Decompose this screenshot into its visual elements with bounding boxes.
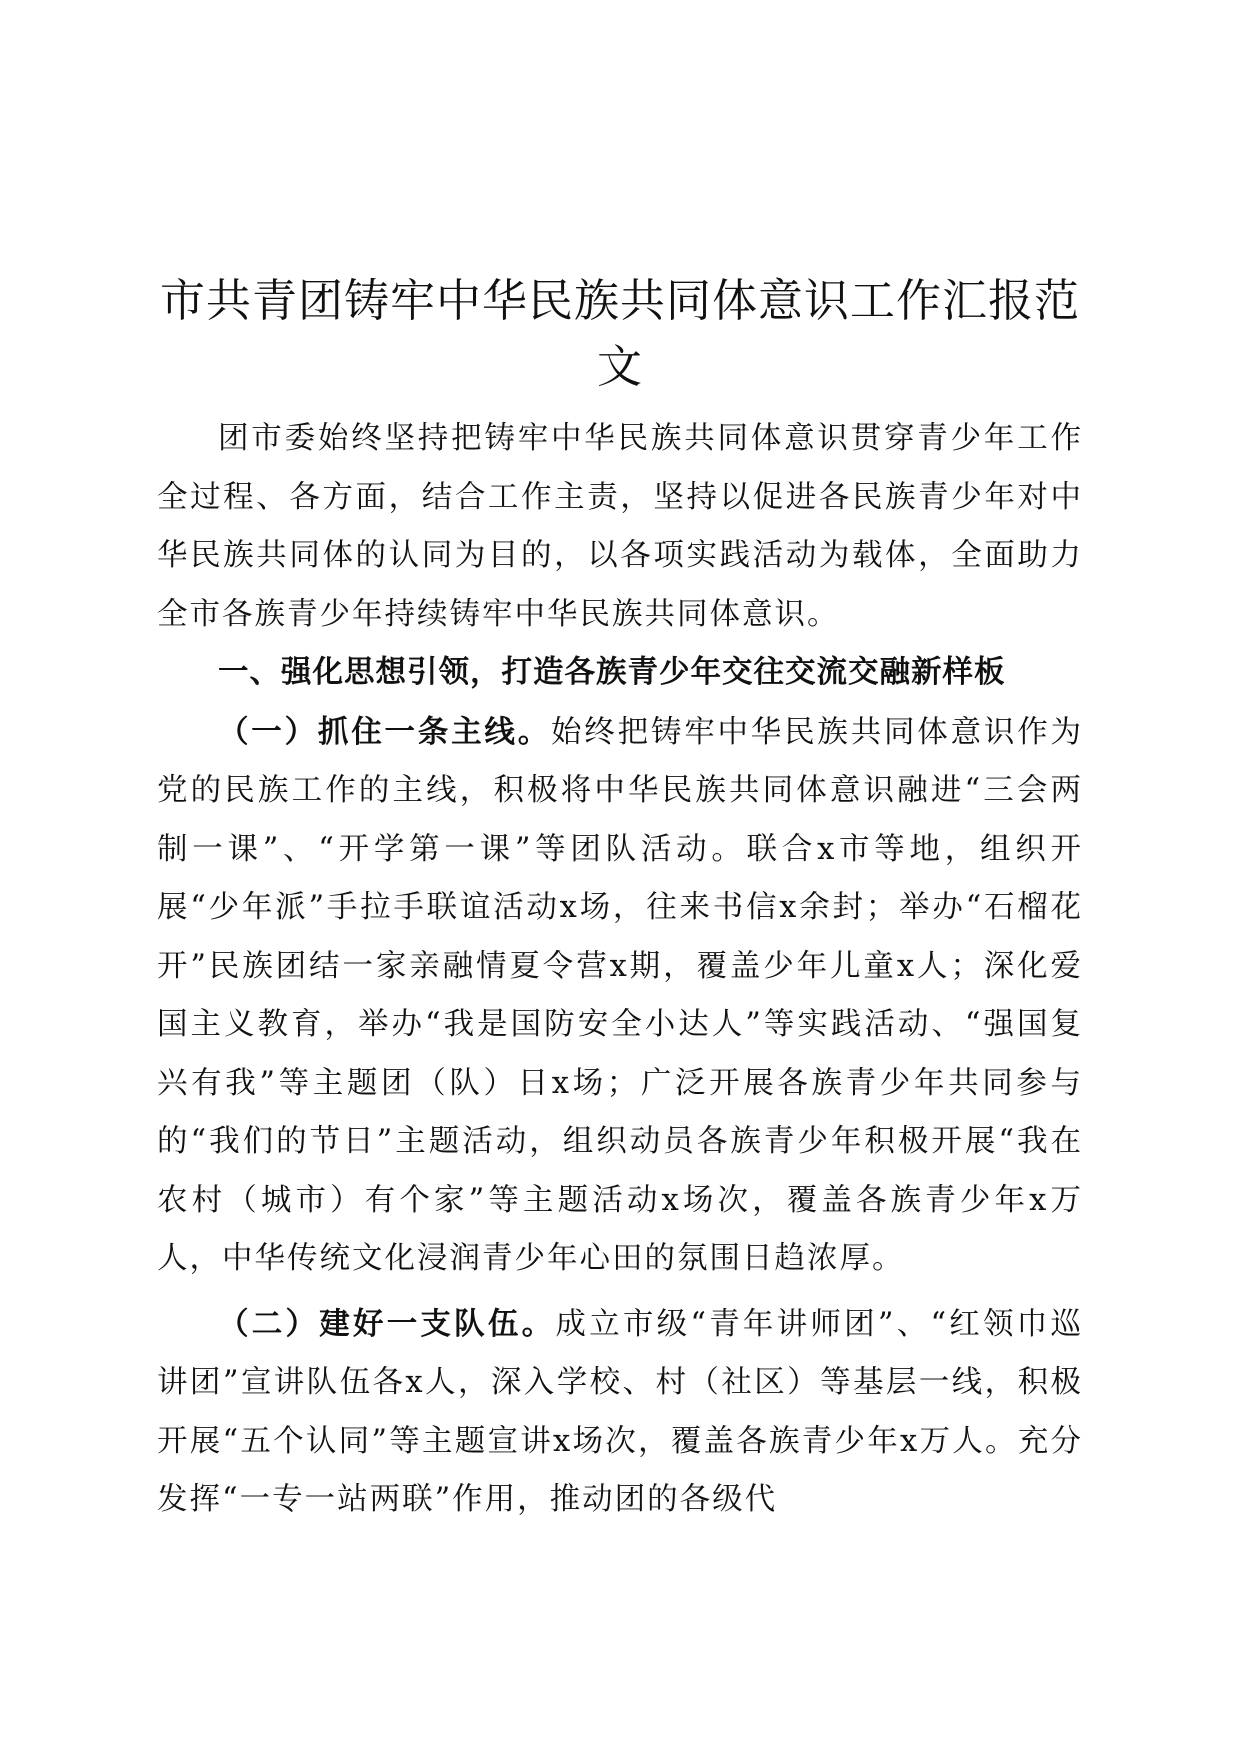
intro-paragraph: 团市委始终坚持把铸牢中华民族共同体意识贯穿青少年工作全过程、各方面，结合工作主责，坚持以促进各民族青少年对中华民族共同体的认同为目的，以各项实践活动为载体，全面助力全市各族青少年持续铸牢中华民族共同体意识。 — [157, 421, 1083, 632]
paragraph-item-2 — [157, 1295, 1083, 1530]
paragraph-item-1 — [157, 703, 1083, 1289]
item-2-text: 成立市级“青年讲师团”、“红领巾巡讲团”宣讲队伍各x人，深入学校、村（社区）等基层一线，积极开展“五个认同”等主题宣讲x场次，覆盖各族青少年x万人。充分发挥“一专一站两联”作用，推动团的各级代 — [157, 1306, 1084, 1517]
item-1-lead: （一）抓住一条主线。 — [218, 713, 551, 750]
document-body — [157, 410, 1083, 1530]
item-2-lead: （二）建好一支队伍。 — [218, 1305, 556, 1342]
section-heading: 一、强化思想引领，打造各族青少年交往交流交融新样板 — [218, 655, 1006, 690]
item-1-text: 始终把铸牢中华民族共同体意识作为党的民族工作的主线，积极将中华民族共同体意识融进“三会两制一课”、“开学第一课”等团队活动。联合x市等地，组织开展“少年派”手拉手联谊活动x场，往来书信x余封；举办“石榴花开”民族团结一家亲融情夏令营x期，覆盖少年儿童x人；深化爱国主义教育，举办“我是国防安全小达人”等实践活动、“强国复兴有我”等主题团（队）日x场；广泛开展各族青少年共同参与的“我们的节日”主题活动，组织动员各族青少年积极开展“我在农村（城市）有个家”等主题活动x场次，覆盖各族青少年x万人，中华传统文化浸润青少年心田的氛围日趋浓厚。 — [157, 714, 1083, 1276]
document-title: 市共青团铸牢中华民族共同体意识工作汇报范文 — [159, 274, 1080, 394]
